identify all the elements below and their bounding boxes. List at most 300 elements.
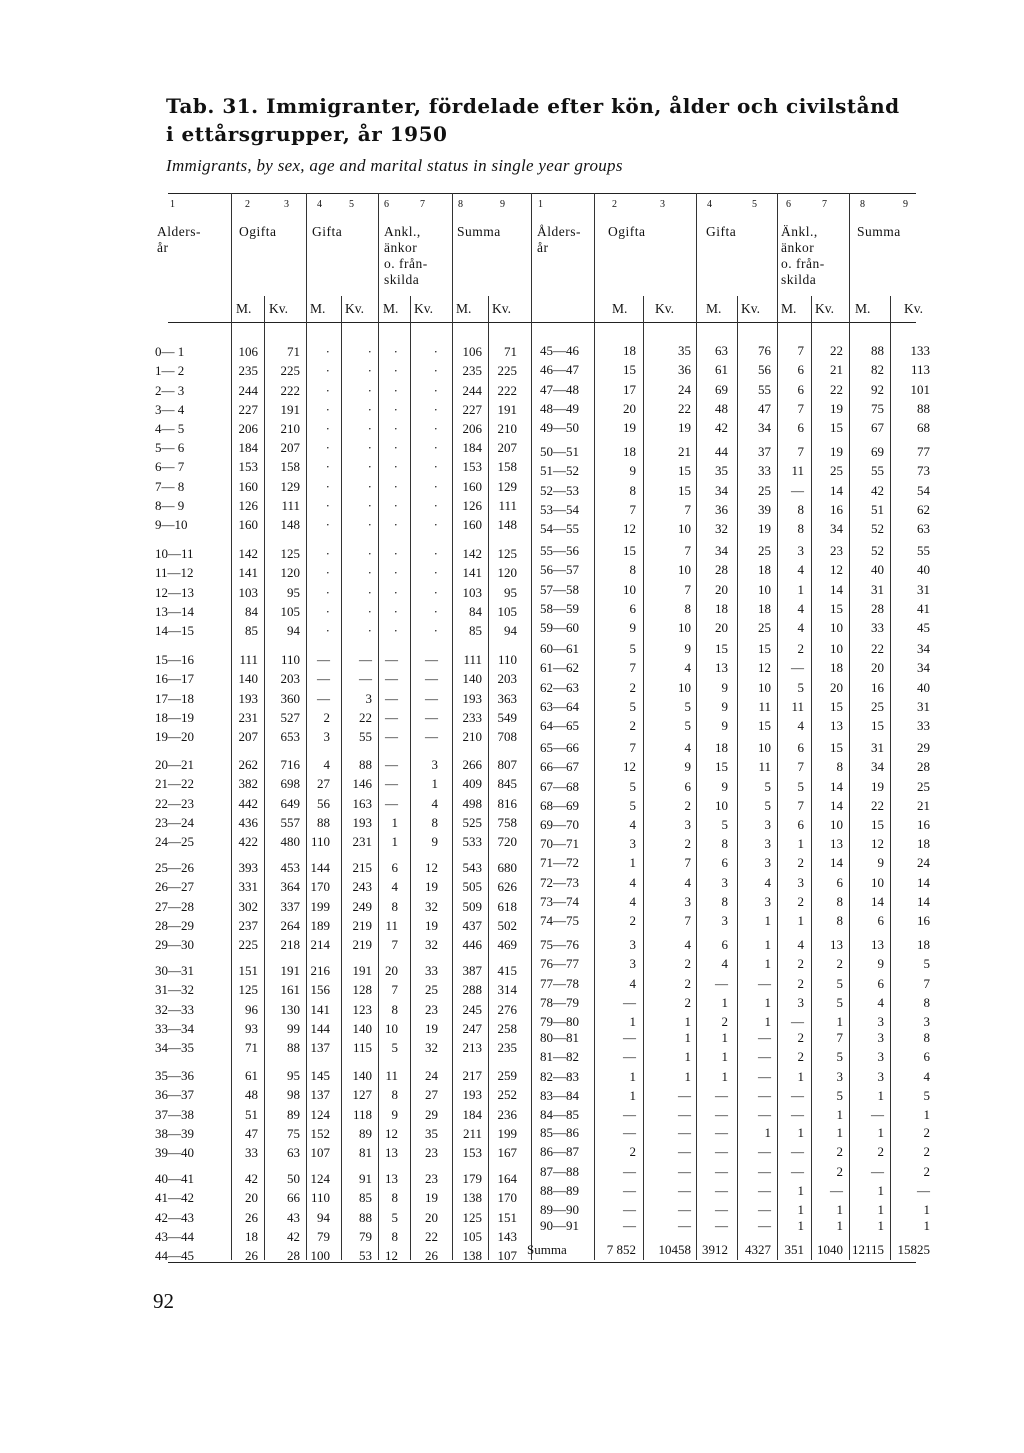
table-cell: 23 (425, 1001, 438, 1017)
subheader-women: Kv. (655, 301, 674, 316)
table-cell: 453 (280, 860, 300, 875)
header-ogifta: Ogifta (239, 224, 277, 239)
table-cell: 75 (871, 400, 884, 416)
age-label: 20—21 (155, 757, 194, 772)
subcolumn-divider (488, 296, 489, 1260)
table-cell: 36 (715, 501, 728, 517)
table-cell: 9 (629, 620, 636, 636)
table-cell: 5 (836, 994, 843, 1010)
table-cell: 3 (764, 836, 771, 851)
table-cell: 1 (391, 834, 398, 850)
table-cell: 1 (721, 1049, 728, 1065)
table-cell: 203 (280, 671, 300, 687)
table-cell: 2 (684, 797, 691, 813)
table-cell: 133 (910, 343, 930, 358)
table-cell: 3 (797, 874, 804, 890)
age-label: 78—79 (540, 994, 579, 1010)
table-cell: 61 (245, 1068, 258, 1083)
table-cell: 3 (721, 913, 728, 929)
table-cell: 262 (238, 757, 258, 772)
table-cell: 22 (678, 400, 691, 416)
age-label: 43—44 (155, 1228, 194, 1244)
table-cell: 2 (836, 1163, 843, 1179)
table-cell: 10 (758, 679, 771, 695)
table-cell: 51 (245, 1106, 258, 1122)
table-cell: 29 (425, 1106, 438, 1122)
table-cell: — (791, 1087, 804, 1103)
table-cell: — (758, 1107, 771, 1123)
table-cell: — (758, 1087, 771, 1103)
table-cell: 98 (287, 1087, 300, 1103)
table-cell: 11 (758, 698, 771, 714)
table-cell: 206 (238, 421, 258, 437)
subheader-men: M. (781, 301, 797, 316)
table-cell: 409 (462, 776, 482, 792)
table-cell: 1 (836, 1014, 843, 1030)
table-cell: 5 (629, 641, 636, 656)
table-cell: 199 (310, 898, 330, 914)
table-cell: 10 (623, 581, 636, 597)
table-cell: 33 (245, 1145, 258, 1161)
table-cell: 1 (836, 1107, 843, 1123)
table-cell: 7 (797, 343, 804, 358)
table-cell: — (385, 690, 398, 706)
table-cell: 69 (715, 381, 728, 397)
table-cell: 24 (917, 855, 930, 871)
table-cell: — (678, 1218, 691, 1233)
age-label: 8— 9 (155, 497, 185, 513)
table-cell: 557 (280, 814, 300, 830)
table-cell: 1 (797, 836, 804, 851)
table-cell: 25 (871, 698, 884, 714)
table-cell: · (367, 401, 372, 417)
table-cell: 47 (758, 400, 771, 416)
table-cell: 56 (758, 362, 771, 378)
age-label: 6— 7 (155, 459, 185, 475)
table-cell: 103 (238, 584, 258, 600)
table-cell: 10 (758, 581, 771, 597)
table-cell: 235 (462, 363, 482, 379)
table-cell: 15 (830, 600, 843, 616)
table-cell: 337 (280, 898, 300, 914)
table-cell: 107 (310, 1145, 330, 1161)
table-cell: — (871, 1163, 884, 1179)
table-cell: 446 (462, 937, 482, 953)
table-cell: 88 (287, 1040, 300, 1056)
table-cell: 331 (238, 879, 258, 895)
table-cell: 107 (497, 1248, 517, 1264)
age-label: 80—81 (540, 1030, 579, 1045)
table-cell: 225 (238, 937, 258, 953)
table-cell: · (433, 478, 438, 494)
age-label: 89—90 (540, 1202, 579, 1218)
table-cell: 2 (684, 956, 691, 972)
table-cell: 71 (287, 344, 300, 359)
column-divider (531, 193, 532, 1260)
summa-cell: 7 852 (606, 1242, 636, 1257)
table-cell: 20 (830, 679, 843, 695)
table-cell: 44 (715, 444, 728, 459)
table-cell: 10 (678, 562, 691, 578)
table-cell: 167 (497, 1145, 517, 1161)
table-cell: · (433, 584, 438, 600)
table-cell: 140 (352, 1068, 372, 1083)
table-cell: 5 (797, 778, 804, 794)
table-cell: 218 (280, 937, 300, 953)
table-cell: — (791, 1014, 804, 1030)
table-cell: 3 (629, 836, 636, 851)
table-cell: 16 (871, 679, 884, 695)
table-cell: 15 (678, 463, 691, 479)
table-cell: 20 (715, 620, 728, 636)
table-cell: 207 (238, 729, 258, 745)
table-cell: 125 (462, 1209, 482, 1225)
table-cell: 720 (497, 834, 517, 850)
table-cell: · (393, 478, 398, 494)
table-cell: 15 (715, 641, 728, 656)
age-label: 18—19 (155, 709, 194, 725)
table-cell: 364 (280, 879, 300, 895)
table-cell: 138 (462, 1248, 482, 1264)
table-cell: · (325, 344, 330, 359)
table-cell: 13 (385, 1145, 398, 1161)
age-label: 28—29 (155, 917, 194, 933)
table-cell: 1 (877, 1218, 884, 1233)
table-cell: · (433, 623, 438, 639)
table-cell: 22 (830, 343, 843, 358)
table-cell: 3 (721, 874, 728, 890)
table-subtitle: Immigrants, by sex, age and marital status in single year groups (166, 156, 623, 175)
table-cell: — (715, 1182, 728, 1198)
table-cell: 13 (715, 660, 728, 676)
table-cell: 40 (871, 562, 884, 578)
table-cell: 34 (715, 543, 728, 558)
table-cell: 85 (245, 623, 258, 639)
column-divider (849, 193, 850, 1260)
table-cell: 26 (245, 1209, 258, 1225)
table-cell: 1 (391, 814, 398, 830)
subheader-women: Kv. (269, 301, 288, 316)
subcolumn-divider (811, 296, 812, 1260)
table-cell: 11 (791, 698, 804, 714)
table-cell: 33 (758, 463, 771, 479)
table-cell: 1 (431, 776, 438, 792)
table-cell: 111 (498, 497, 517, 513)
table-cell: 6 (797, 817, 804, 833)
table-cell: 95 (287, 1068, 300, 1083)
table-cell: 436 (238, 814, 258, 830)
table-cell: — (791, 482, 804, 498)
table-cell: 106 (462, 344, 482, 359)
table-cell: 3 (877, 1068, 884, 1084)
table-cell: 3 (877, 1014, 884, 1030)
table-cell: 1 (721, 1030, 728, 1045)
age-label: 26—27 (155, 879, 194, 895)
age-label: 70—71 (540, 836, 579, 851)
table-cell: 50 (287, 1171, 300, 1186)
table-cell: 1 (877, 1087, 884, 1103)
table-cell: 105 (462, 1228, 482, 1244)
table-cell: 52 (871, 543, 884, 558)
table-cell: · (433, 459, 438, 475)
table-cell: 4 (431, 795, 438, 811)
table-cell: · (433, 363, 438, 379)
age-label: 84—85 (540, 1107, 579, 1123)
table-cell: 816 (497, 795, 517, 811)
age-label: 59—60 (540, 620, 579, 636)
table-cell: 15 (871, 817, 884, 833)
subheader-women: Kv. (345, 301, 364, 316)
table-cell: 1 (684, 1030, 691, 1045)
table-cell: 28 (871, 600, 884, 616)
table-cell: 12 (871, 836, 884, 851)
table-cell: 19 (678, 420, 691, 436)
table-cell: 15 (623, 362, 636, 378)
table-cell: 5 (836, 975, 843, 991)
table-cell: — (317, 652, 330, 667)
table-cell: · (393, 344, 398, 359)
table-cell: 148 (497, 517, 517, 533)
table-cell: 2 (923, 1144, 930, 1160)
table-cell: 7 (629, 501, 636, 517)
subheader-men: M. (855, 301, 871, 316)
table-title (166, 92, 966, 148)
table-cell: 20 (623, 400, 636, 416)
table-cell: 199 (497, 1125, 517, 1141)
table-cell: 35 (715, 463, 728, 479)
table-cell: 24 (678, 381, 691, 397)
table-cell: · (367, 421, 372, 437)
age-label: 65—66 (540, 740, 579, 755)
table-cell: 14 (871, 893, 884, 909)
table-cell: 95 (287, 584, 300, 600)
table-cell: 6 (877, 975, 884, 991)
column-number: 7 (420, 199, 425, 210)
table-cell: 94 (504, 623, 517, 639)
table-cell: 288 (462, 982, 482, 998)
table-cell: 9 (629, 463, 636, 479)
table-cell: 63 (715, 343, 728, 358)
table-cell: 7 (836, 1030, 843, 1045)
summa-cell: 3912 (702, 1242, 728, 1257)
table-cell: 25 (758, 482, 771, 498)
column-divider (306, 193, 307, 1260)
table-cell: 31 (871, 581, 884, 597)
table-cell: 6 (797, 381, 804, 397)
age-label: 35—36 (155, 1068, 194, 1083)
column-number: 8 (458, 199, 463, 210)
table-cell: 5 (721, 817, 728, 833)
table-cell: — (678, 1202, 691, 1218)
age-label: 60—61 (540, 641, 579, 656)
table-cell: 29 (917, 740, 930, 755)
column-number: 1 (538, 199, 543, 210)
table-cell: · (433, 382, 438, 398)
table-cell: 4 (391, 879, 398, 895)
age-label: 42—43 (155, 1209, 194, 1225)
table-cell: 105 (497, 603, 517, 619)
table-cell: 26 (245, 1248, 258, 1264)
table-cell: 142 (238, 546, 258, 561)
table-cell: · (393, 546, 398, 561)
table-cell: 2 (836, 1144, 843, 1160)
age-label: 73—74 (540, 893, 579, 909)
table-cell: 20 (385, 963, 398, 978)
table-cell: · (433, 497, 438, 513)
table-cell: 42 (245, 1171, 258, 1186)
table-cell: 164 (497, 1171, 517, 1186)
subheader-men: M. (383, 301, 399, 316)
table-cell: 217 (462, 1068, 482, 1083)
table-cell: 34 (871, 759, 884, 775)
age-label: 21—22 (155, 776, 194, 792)
table-cell: 14 (830, 855, 843, 871)
table-cell: 179 (462, 1171, 482, 1186)
table-cell: 111 (239, 652, 258, 667)
table-cell: 16 (917, 913, 930, 929)
table-cell: 387 (462, 963, 482, 978)
table-cell: 170 (497, 1190, 517, 1206)
table-cell: — (623, 1163, 636, 1179)
table-cell: · (325, 623, 330, 639)
table-cell: — (715, 1218, 728, 1233)
table-cell: 19 (425, 917, 438, 933)
table-cell: 41 (917, 600, 930, 616)
table-cell: 9 (391, 1106, 398, 1122)
table-cell: 144 (310, 860, 330, 875)
table-cell: 193 (238, 690, 258, 706)
summa-cell: 12115 (851, 1242, 884, 1257)
table-cell: · (325, 565, 330, 581)
table-cell: 88 (917, 400, 930, 416)
table-cell: 3 (323, 729, 330, 745)
column-number: 4 (317, 199, 322, 210)
subheader-women: Kv. (414, 301, 433, 316)
table-cell: — (715, 1144, 728, 1160)
table-cell: 258 (497, 1020, 517, 1036)
table-cell: · (393, 459, 398, 475)
column-number: 1 (170, 199, 175, 210)
table-cell: 618 (497, 898, 517, 914)
table-cell: 184 (238, 440, 258, 455)
table-cell: 161 (280, 982, 300, 998)
table-cell: 245 (462, 1001, 482, 1017)
table-cell: 1 (764, 937, 771, 952)
table-cell: 100 (310, 1248, 330, 1264)
age-label: 64—65 (540, 718, 579, 734)
column-divider (231, 193, 232, 1260)
column-number: 9 (903, 199, 908, 210)
column-number: 3 (660, 199, 665, 210)
table-cell: 5 (764, 797, 771, 813)
age-label: 51—52 (540, 463, 579, 479)
table-cell: 259 (497, 1068, 517, 1083)
table-cell: — (623, 1182, 636, 1198)
age-label: 58—59 (540, 600, 579, 616)
table-cell: 145 (310, 1068, 330, 1083)
table-cell: 6 (836, 874, 843, 890)
table-cell: — (385, 729, 398, 745)
table-cell: 7 (391, 937, 398, 953)
table-cell: 8 (797, 501, 804, 517)
table-cell: 2 (797, 1049, 804, 1065)
age-label: 47—48 (540, 381, 579, 397)
table-cell: 5 (391, 1209, 398, 1225)
age-label: 40—41 (155, 1171, 194, 1186)
age-label: 36—37 (155, 1087, 194, 1103)
table-cell: · (367, 546, 372, 561)
table-cell: 235 (497, 1040, 517, 1056)
table-cell: · (393, 603, 398, 619)
table-cell: 55 (917, 543, 930, 558)
table-cell: 314 (497, 982, 517, 998)
table-cell: 219 (352, 917, 372, 933)
age-label: 56—57 (540, 562, 579, 578)
table-cell: 27 (317, 776, 330, 792)
table-cell: 88 (359, 1209, 372, 1225)
table-cell: 1 (797, 1182, 804, 1198)
table-cell: 4 (797, 620, 804, 636)
table-cell: 14 (830, 778, 843, 794)
table-cell: 2 (836, 956, 843, 972)
table-cell: 4 (764, 874, 771, 890)
subheader-men: M. (456, 301, 472, 316)
table-cell: 23 (830, 543, 843, 558)
table-cell: 4 (629, 817, 636, 833)
table-cell: — (715, 1087, 728, 1103)
table-cell: 4 (877, 994, 884, 1010)
table-cell: — (678, 1087, 691, 1103)
table-cell: — (791, 1163, 804, 1179)
table-cell: 1 (721, 994, 728, 1010)
table-cell: 19 (425, 1190, 438, 1206)
table-cell: 9 (877, 956, 884, 972)
table-cell: 33 (425, 963, 438, 978)
table-cell: — (758, 975, 771, 991)
table-cell: 2 (923, 1163, 930, 1179)
table-cell: 14 (917, 893, 930, 909)
age-label: 3— 4 (155, 401, 185, 417)
table-cell: — (791, 660, 804, 676)
table-cell: 79 (359, 1228, 372, 1244)
table-cell: · (393, 363, 398, 379)
table-cell: 28 (917, 759, 930, 775)
table-cell: 126 (462, 497, 482, 513)
header-gifta: Gifta (706, 224, 737, 239)
table-cell: · (433, 546, 438, 561)
table-cell: 125 (497, 546, 517, 561)
table-cell: 4 (629, 975, 636, 991)
table-cell: · (393, 497, 398, 513)
table-cell: — (758, 1182, 771, 1198)
age-label: 63—64 (540, 698, 579, 714)
table-cell: 12 (385, 1248, 398, 1264)
table-cell: 626 (497, 879, 517, 895)
table-cell: 4 (721, 956, 728, 972)
table-cell: 91 (359, 1171, 372, 1186)
table-cell: 138 (462, 1190, 482, 1206)
table-cell: 19 (830, 444, 843, 459)
table-cell: 69 (871, 444, 884, 459)
table-cell: 207 (497, 440, 517, 455)
table-cell: 55 (758, 381, 771, 397)
table-cell: 8 (923, 994, 930, 1010)
table-cell: 4 (684, 660, 691, 676)
table-cell: 25 (758, 620, 771, 636)
age-label: 67—68 (540, 778, 579, 794)
table-cell: 1 (629, 1087, 636, 1103)
table-cell: 115 (352, 1040, 372, 1056)
